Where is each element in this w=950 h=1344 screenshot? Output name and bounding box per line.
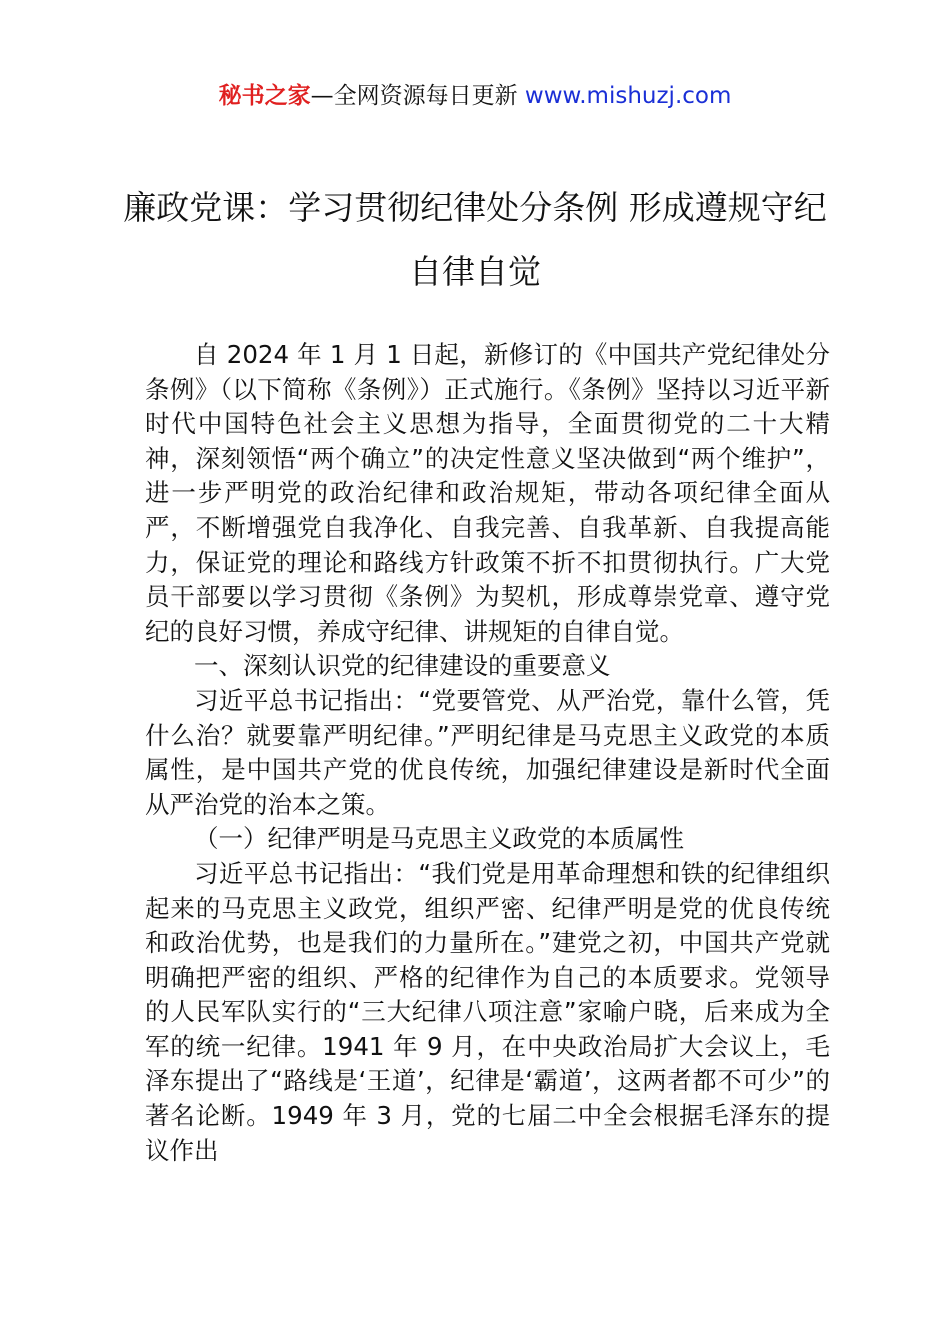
site-header bbox=[0, 80, 950, 112]
subsection-heading: （一）纪律严明是马克思主义政党的本质属性 bbox=[194, 824, 684, 854]
site-tagline: —全网资源每日更新 bbox=[310, 83, 518, 109]
section-paragraph: 习近平总书记指出：“党要管党、从严治党，靠什么管，凭什么治？就要靠严明纪律。”严明纪律是马克思主义政党的本质属性，是中国共产党的优良传统，加强纪律建设是新时代全面从严治党的治本之策。 bbox=[145, 685, 830, 819]
site-url-link[interactable]: www.mishuzj.com bbox=[524, 83, 732, 109]
intro-paragraph: 自 2024 年 1 月 1 日起，新修订的《中国共产党纪律处分条例》（以下简称《条例》）正式施行。《条例》坚持以习近平新时代中国特色社会主义思想为指导，全面贯彻党的二十大精神，深刻领悟“两个确立”的决定性意义坚决做到“两个维护”，进一步严明党的政治纪律和政治规矩，带动各项纪律全面从严，不断增强党自我净化、自我完善、自我革新、自我提高能力，保证党的理论和路线方针政策不折不扣贯彻执行。广大党员干部要以学习贯彻《条例》为契机，形成尊崇党章、遵守党纪的良好习惯，养成守纪律、讲规矩的自律自觉。 bbox=[145, 340, 830, 646]
document-body bbox=[145, 338, 830, 1168]
subsection-paragraph: 习近平总书记指出：“我们党是用革命理想和铁的纪律组织起来的马克思主义政党，组织严密、纪律严明是党的优良传统和政治优势，也是我们的力量所在。”建党之初，中国共产党就明确把严密的组织、严格的纪律作为自己的本质要求。党领导的人民军队实行的“三大纪律八项注意”家喻户晓，后来成为全军的统一纪律。1941 年 9 月，在中央政治局扩大会议上，毛泽东提出了“路线是‘王道’，纪律是‘霸道’，这两者都不可少”的著名论断。1949 年 3 月，党的七届二中全会根据毛泽东的提议作出 bbox=[145, 858, 830, 1165]
document-title: 廉政党课：学习贯彻纪律处分条例 形成遵规守纪自律自觉 bbox=[123, 188, 827, 291]
site-name: 秘书之家 bbox=[218, 83, 311, 109]
section-heading: 一、深刻认识党的纪律建设的重要意义 bbox=[194, 651, 611, 681]
